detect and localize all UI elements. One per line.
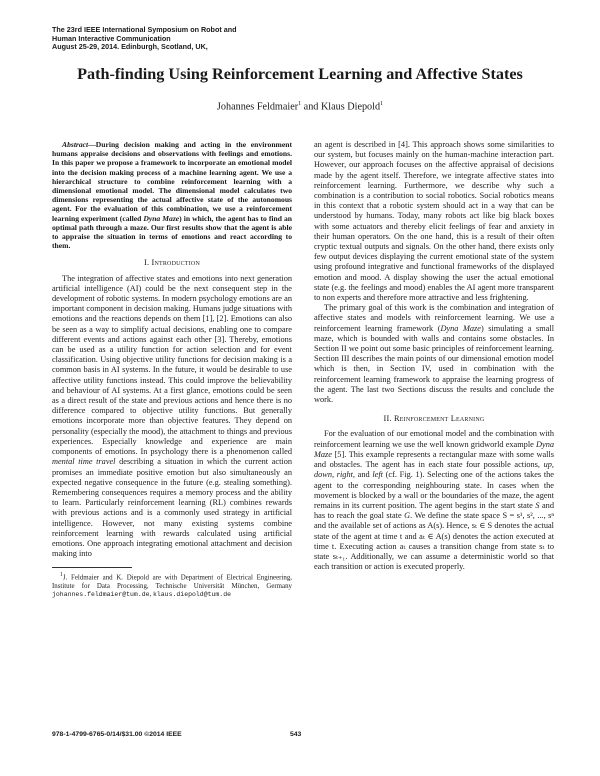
abstract-part-1: During decision making and acting in the environment humans appraise decisions and observations with feelings and emotions. In this paper we propose a framework to incorporate an emotional model into the decision making process of a machine learning agent. We use a hierarchical structure to combine reinforcement learning with a dimensional emotional model. The dimensional model calculates two dimensions representing the actual affective state of the autonomous agent. For the evaluation of this combination, we use a reinforcement learning experiment (called <box>52 140 292 223</box>
abstract-dash: — <box>88 140 96 149</box>
footnote-mark: 1 <box>60 572 63 579</box>
rl-text-e: and has to reach the goal state <box>314 500 554 521</box>
right-paragraph-2 <box>314 303 554 405</box>
author-diepold-mark: 1 <box>380 101 384 107</box>
footnote-email-diepold[interactable]: klaus.diepold@tum.de <box>152 591 231 599</box>
conference-header <box>52 26 332 52</box>
intro-emphasis: mental time travel <box>52 457 116 467</box>
rl-emphasis-goal: G <box>404 511 411 521</box>
author-joiner: and <box>301 101 321 113</box>
conference-line-1: The 23rd IEEE International Symposium on Robot and <box>52 25 237 34</box>
conference-line-3: August 25-29, 2014. Edinburgh, Scotland, UK, <box>52 42 208 52</box>
rl-emphasis-start: S <box>535 500 540 510</box>
right-p2-text-a: The primary goal of this work is the combination and integration of affective states and models with reinforcement learning. We use a reinforcement learning framework ( <box>314 303 554 333</box>
rl-paragraph <box>314 429 554 572</box>
intro-text-a: The integration of affective states and emotions into next generation artificial intelligence (AI) could be the next consequent step in the development of robotic systems. In modern psychology emotions are an important component in decision making. Humans judge situations with emotions and the reactions depends on them [1], [2]. Emotions can also be seen as a way to simplify actual decisions, enabling one to compare different events and actions against each other [3]. Thereby, emotions can be used as a utility function for action selection and for event classification. Using objective utility functions for decision making is a common basis in AI systems. In the future, it would be desirable to use affective utility functions instead. This could improve the believability and behaviour of AI systems. At a first glance, emotions could be seen as a direct result of the state and previous actions and hence there is no difference compared to objective utility functions. But generally emotions incorporate more than objective features. They depend on personality (especially the mood), the attachment to things and previous experiences. Especially knowledge and experience are main components of emotions. In psychology there is a phenomenon called <box>52 273 292 457</box>
abstract <box>52 140 292 250</box>
right-p2-text-b: ) simulating a small maze, which is bounded with walls and contains some obstacles. In Section II we point out some basic principles of reinforcement learning. Section III describes the main points of our dimensional emotion model which is then, in Section IV, used in combination with the reinforcement learning framework to appraise the learning progress of the agent. The last two Sections discuss the results and conclude the work. <box>314 323 554 405</box>
paper-title: Path-finding Using Reinforcement Learning and Affective States <box>77 65 523 83</box>
rl-text-f: . We define the state space S = s¹, s², ..., sⁿ and the available set of actions as A(s). Hence, sₜ ∈ S denotes the actual state of the agent at time t and aₜ ∈ A(s) denotes the action executed at time t. Executing action aₜ causes a transition change from state sₜ to state sₜ₊₁. Additionally, we can assume a deterministic world so that each transition or action is executed properly. <box>314 511 554 572</box>
author-feldmaier-mark: 1 <box>298 101 302 107</box>
rl-emphasis-actions: up, down, right, <box>314 460 554 480</box>
abstract-part-2: ) in which, the agent has to find an optimal path through a maze. Our first results show that the agent is able to appraise the situation in terms of emotions and react according to them. <box>52 213 292 251</box>
page-number: 543 <box>290 731 302 738</box>
author-line <box>40 98 560 113</box>
right-paragraph-1: an agent is described in [4]. This approach shows some similarities to our system, but focuses mainly on the human-machine interaction part. However, our approach focuses on the affective appraisal of decisions made by the agent itself. Therefore, we integrate affective states into reinforcement learning. Furthermore, we describe why such a combination is a contribution to social robotics. Social robotics means in this context that a robotic system should act in a way that can be understood by humans. Today, many robots act like big black boxes with some actuators and thereby elicit feelings of fear and anxiety in their human operators. On the one hand, this is a result of their often cryptic textual outputs and signals. On the other hand, there exists only few output devices displaying the current emotional state of the system using profound integrative and functional frameworks of the displayed emotion and mood. A display showing the user the actual emotional state (e.g. the feelings and mood) enables the AI agent more transparent to non experts and therefore more attractive and less frightening. <box>314 140 554 303</box>
intro-text-b: describing a situation in which the current action promises an immediate positive emotion but also simultaneously an expected negative consequence in the future (e.g. stealing something). Remembering consequences requires a memory process and the ability to learn. Particularly reinforcement learning (RL) combines rewards with previous actions and is a commonly used strategy in artificial intelligence. However, not many existing systems combine reinforcement learning with rewards calculated using artificial emotions. One approach integrating emotional attachment and decision making into <box>52 457 292 559</box>
author-diepold: Klaus Diepold <box>320 101 381 113</box>
footer-isbn: 978-1-4799-6765-0/14/$31.00 ©2014 IEEE <box>52 731 182 738</box>
rl-emphasis-left: left <box>372 470 383 480</box>
rl-emphasis-dyna: Dyna Maze <box>314 439 554 459</box>
footnote-text: J. Feldmaier and K. Diepold are with Department of Electrical Engineering, Institute for Data Processing, Technische Universität München, Germany <box>52 574 292 590</box>
abstract-lead: Abstract <box>62 140 89 149</box>
rl-text-c: and <box>354 470 373 480</box>
section-heading-introduction: I. Introduction <box>143 258 200 268</box>
footnote-email-feldmaier[interactable]: johannes.feldmaier@tum.de <box>52 591 150 599</box>
right-column <box>314 140 554 572</box>
footnote-divider <box>52 567 132 568</box>
right-p2-emphasis: Dyna Maze <box>440 323 481 333</box>
rl-text-d: (cf. Fig. 1). Selecting one of the actions takes the agent to the corresponding neighbouring state. In cases when the movement is blocked by a wall or the boundaries of the maze, the agent remains in its current position. The agent begins in the start state <box>314 470 554 510</box>
conference-line-2: Human Interactive Communication <box>52 33 171 43</box>
footnote-separator: , <box>149 591 153 599</box>
abstract-dyna-maze: Dyna Maze <box>143 213 180 223</box>
section-heading-reinforcement-learning: II. Reinforcement Learning <box>383 414 485 424</box>
rl-text-a: For the evaluation of our emotional model and the combination with reinforcement learning we use the well known gridworld example <box>314 429 554 449</box>
rl-text-b: [5]. This example represents a rectangular maze with some walls and obstacles. The agent has in each state four possible actions, <box>314 449 554 470</box>
intro-paragraph <box>52 274 292 560</box>
footnote <box>52 571 292 599</box>
left-column <box>52 140 292 599</box>
author-feldmaier: Johannes Feldmaier <box>216 101 299 113</box>
